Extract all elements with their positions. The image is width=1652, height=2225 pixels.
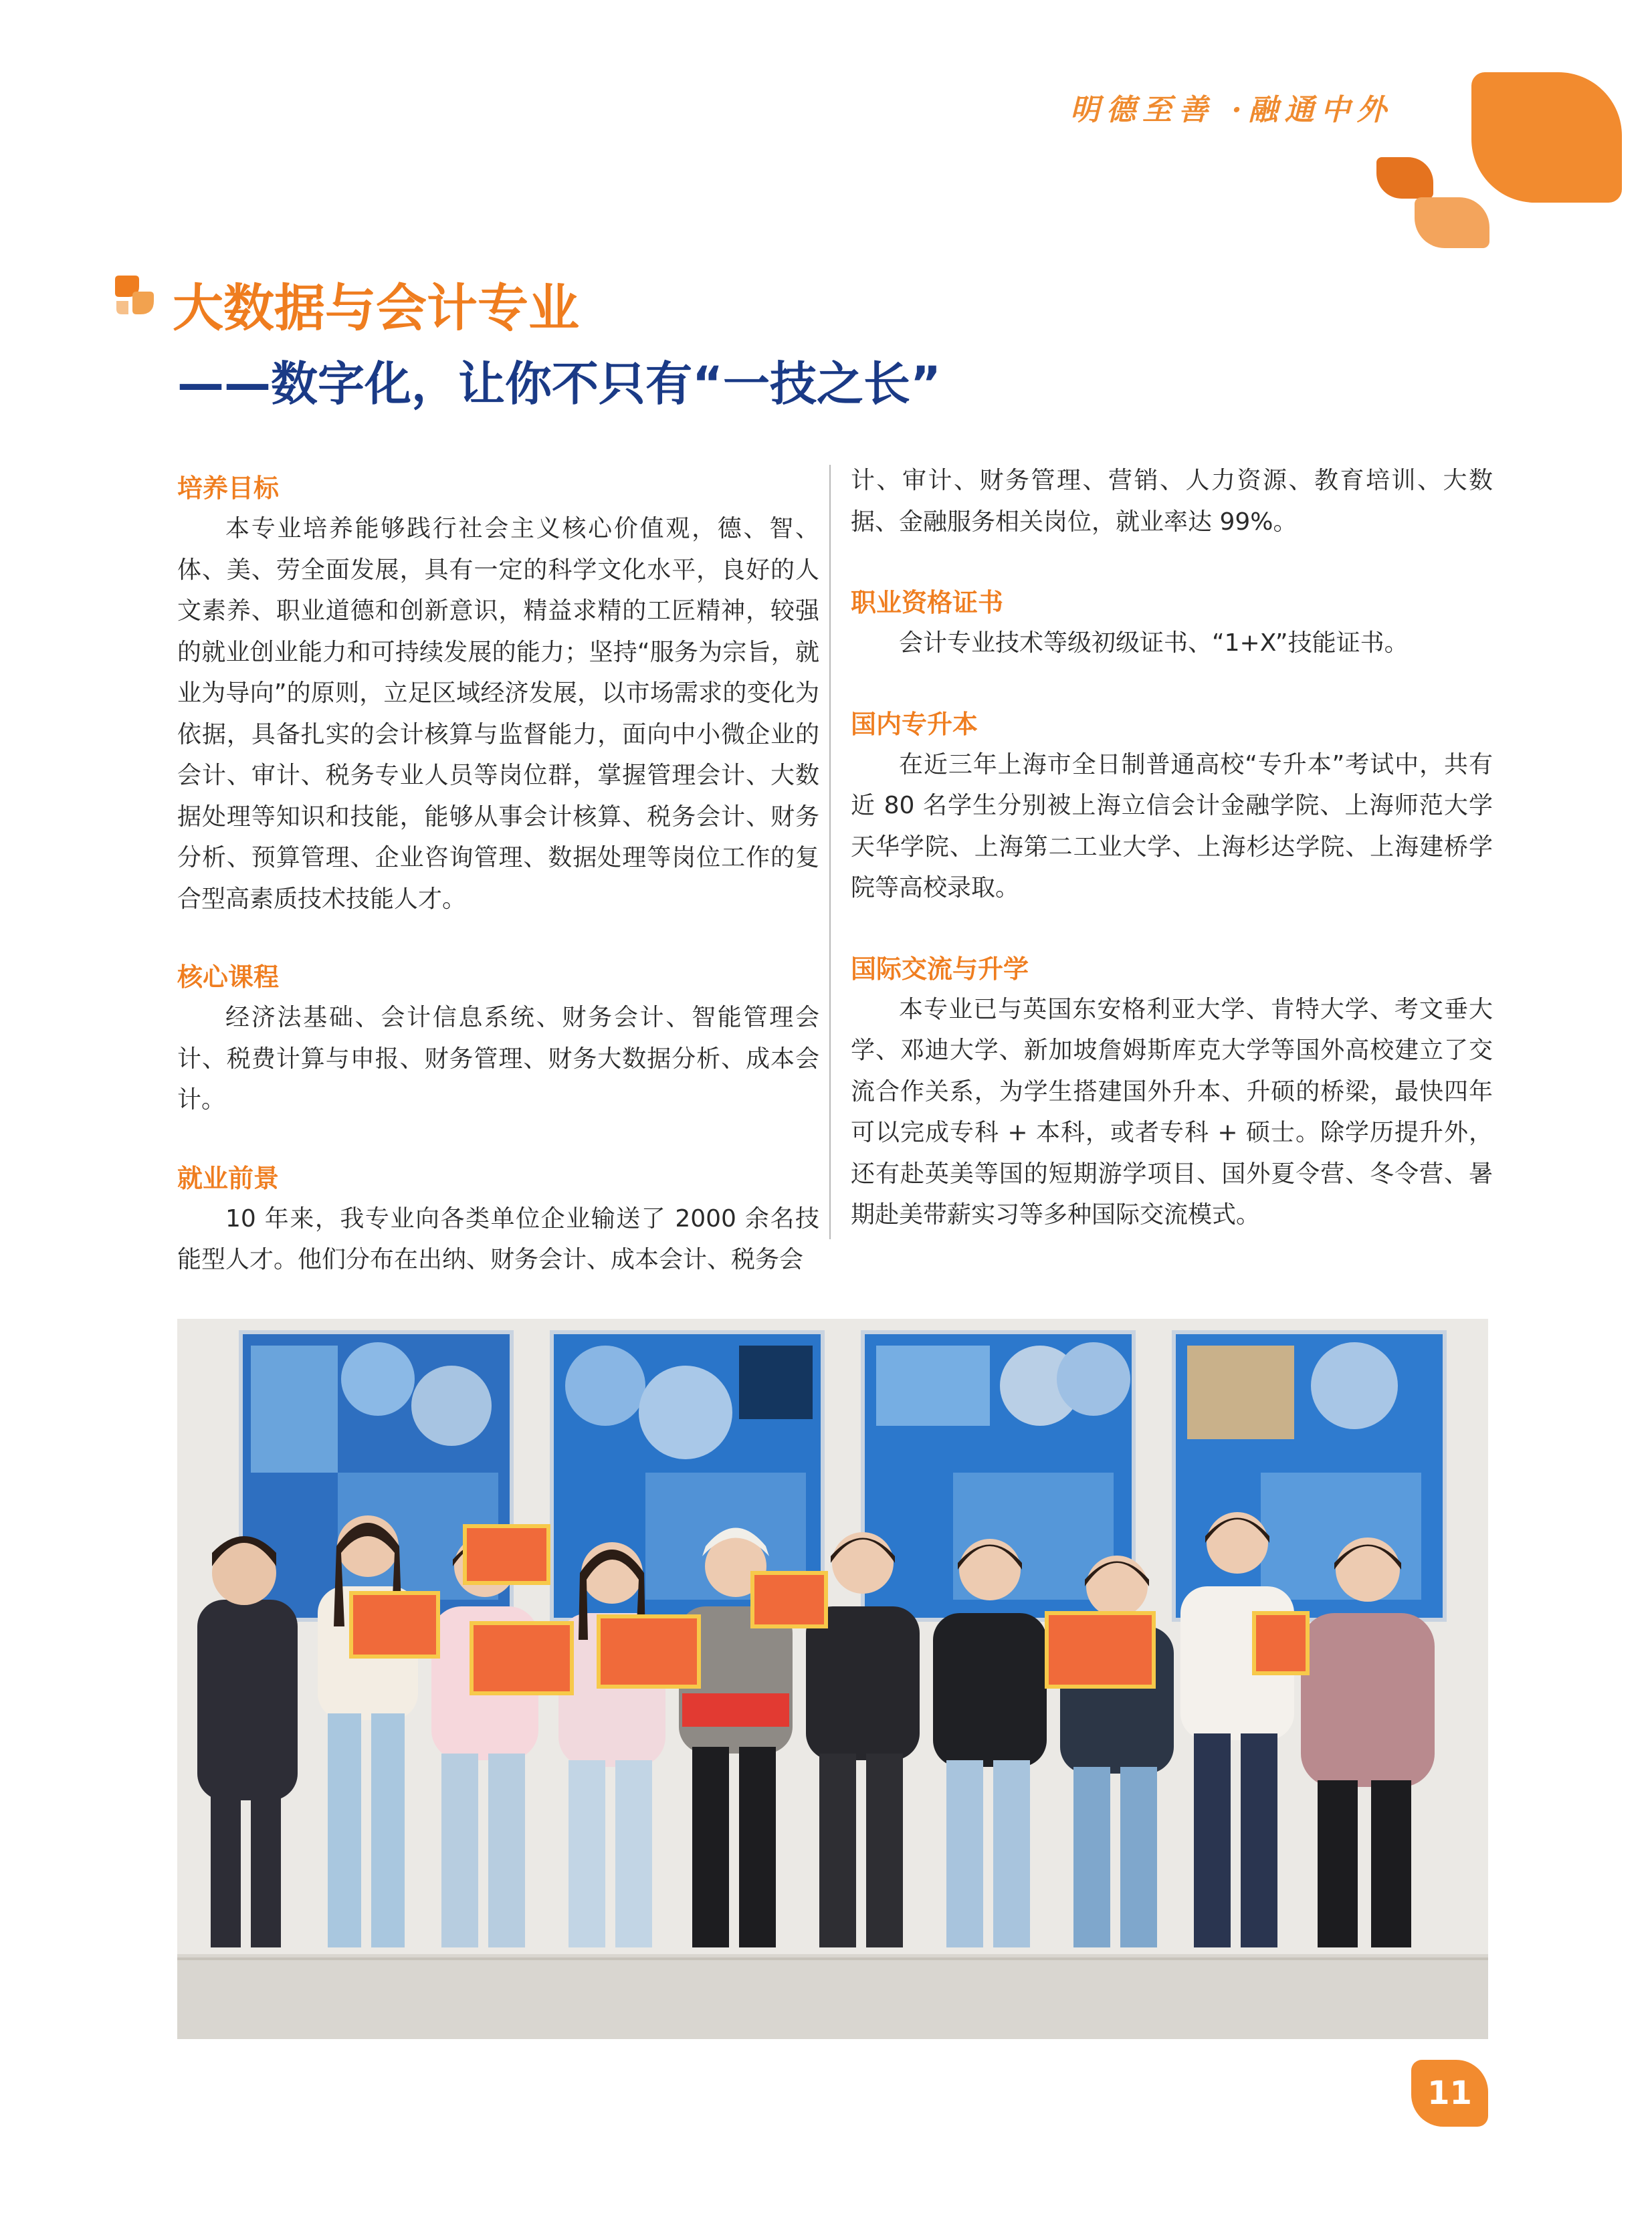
section-heading-goal: 培养目标 [177, 473, 280, 503]
section-text-goal: 本专业培养能够践行社会主义核心价值观，德、智、体、美、劳全面发展，具有一定的科学文化水平，良好的人文素养、职业道德和创新意识，精益求精的工匠精神，较强的就业创业能力和可持续发展的能力；坚持“服务为宗旨，就业为导向”的原则，立足区域经济发展，以市场需求的变化为依据，具备扎实的会计核算与监督能力，面向中小微企业的会计、审计、税务专业人员等岗位群，掌握管理会计、大数据处理等知识和技能，能够从事会计核算、税务会计、财务分析、预算管理、企业咨询管理、数据处理等岗位工作的复合型高素质技术技能人才。 [177, 515, 819, 913]
page-title: 大数据与会计专业 [173, 278, 579, 338]
red-gift-box [682, 1693, 789, 1727]
group-photo [177, 1319, 1488, 2039]
section-text-courses: 经济法基础、会计信息系统、财务会计、智能管理会计、税费计算与申报、财务管理、财务大数据分析、成本会计。 [177, 1004, 819, 1114]
section-heading-certificates: 职业资格证书 [851, 588, 1004, 617]
section-text-international: 本专业已与英国东安格利亚大学、肯特大学、考文垂大学、邓迪大学、新加坡詹姆斯库克大学等国外高校建立了交流合作关系，为学生搭建国外升本、升硕的桥梁，最快四年可以完成专科 + 本科，或者专科 + 硕士。除学历提升外，还有赴英美等国的短期游学项目、国外夏令营、冬令营、暑期赴美带薪实习等多种国际交流模式。 [851, 995, 1493, 1229]
section-heading-international: 国际交流与升学 [851, 954, 1029, 984]
page-number-badge: 11 [1411, 2060, 1488, 2127]
section-text-upgrade: 在近三年上海市全日制普通高校“专升本”考试中，共有近 80 名学生分别被上海立信会计金融学院、上海师范大学天华学院、上海第二工业大学、上海杉达学院、上海建桥学院等高校录取。 [851, 750, 1493, 902]
right-column [851, 460, 1493, 1236]
left-column [177, 468, 819, 1281]
section-text-prospects-continued: 计、审计、财务管理、营销、人力资源、教育培训、大数据、金融服务相关岗位，就业率达 99%。 [851, 467, 1493, 536]
column-divider [829, 465, 831, 1239]
section-text-prospects: 10 年来，我专业向各类单位企业输送了 2000 余名技能型人才。他们分布在出纳、财务会计、成本会计、税务会 [177, 1204, 819, 1273]
section-heading-prospects: 就业前景 [177, 1163, 280, 1193]
section-heading-courses: 核心课程 [177, 962, 280, 992]
group-photo-illustration [177, 1319, 1488, 2039]
section-text-certificates: 会计专业技术等级初级证书、“1+X”技能证书。 [899, 629, 1409, 657]
decoration-mid-leaf [1415, 197, 1489, 248]
decoration-small-leaf [1376, 157, 1433, 199]
decoration-large-leaf [1471, 72, 1622, 203]
motto: 明德至善 ·融通中外 [1070, 93, 1393, 127]
display-board-4 [1174, 1332, 1445, 1620]
page-subtitle: ——数字化，让你不只有“一技之长” [177, 356, 942, 411]
title-leaf-icon [112, 273, 159, 320]
section-heading-upgrade: 国内专升本 [851, 709, 978, 739]
